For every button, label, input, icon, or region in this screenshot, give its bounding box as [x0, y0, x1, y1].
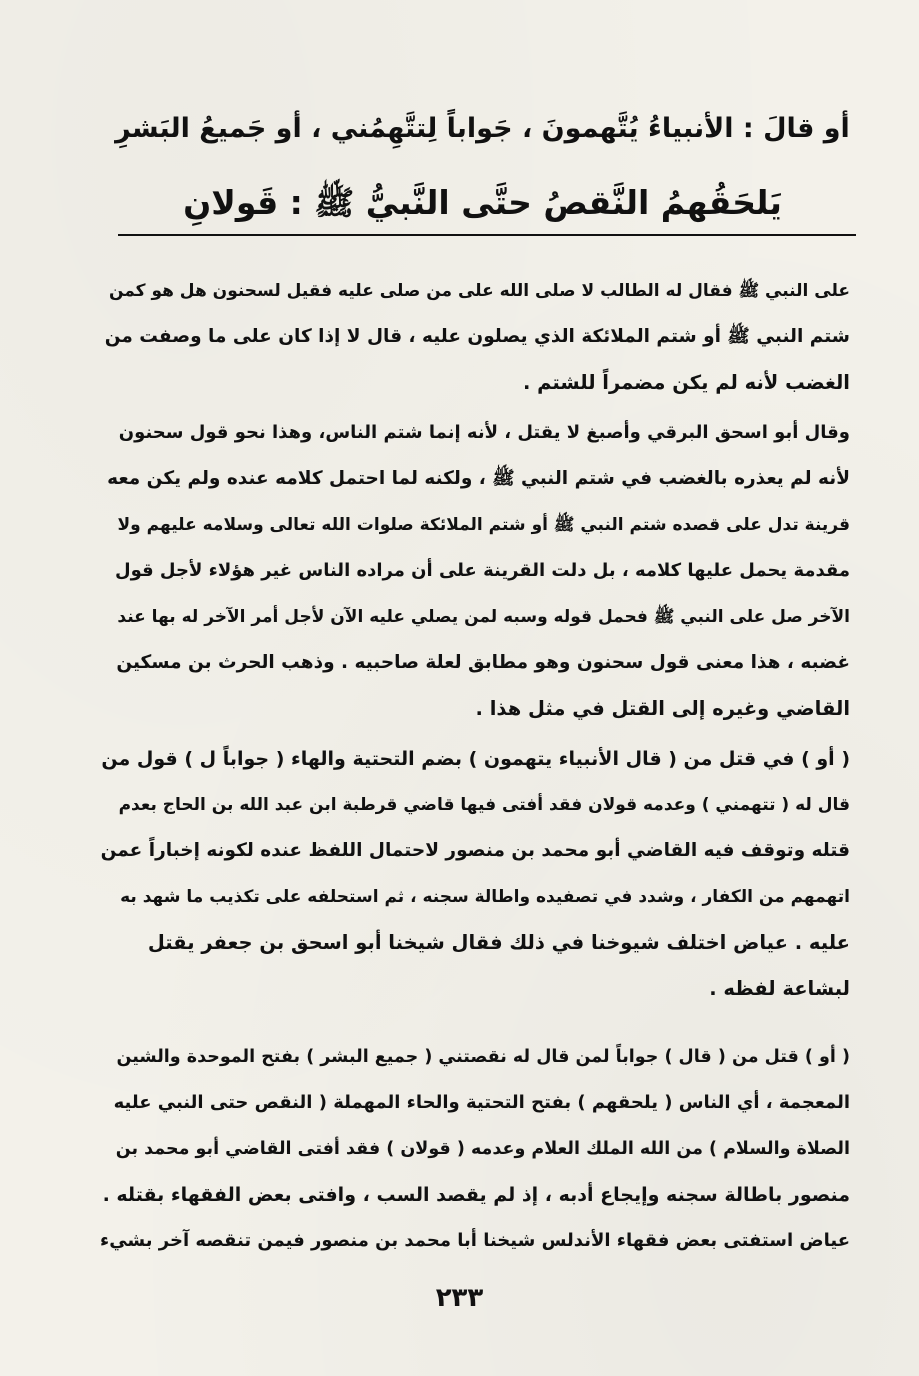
- paragraph-1: [100, 268, 850, 406]
- text-line: على النبي ﷺ فقال له الطالب لا صلى الله على من صلى عليه فقيل لسحنون هل هو كمن: [108, 281, 850, 301]
- text-line: قتله وتوقف فيه القاضي أبو محمد بن منصور لاحتمال اللفظ عنده لكونه إخباراً عمن: [100, 840, 850, 861]
- matn-heading-line-2: يَلحَقُهمُ النَّقصُ حتَّى النَّبيُّ ﷺ : قَولانِ: [183, 183, 782, 222]
- text-line: قال له ( تتهمني ) وعدمه قولان فقد أفتى فيها قاضي قرطبة ابن عبد الله بن الحاج بعدم: [118, 795, 850, 815]
- text-line: منصور باطالة سجنه وإيجاع أدبه ، إذ لم يقصد السب ، وافتى بعض الفقهاء بقتله .: [102, 1184, 850, 1206]
- text-line: القاضي وغيره إلى القتل في مثل هذا .: [475, 697, 850, 720]
- heading-divider: [118, 234, 856, 236]
- text-line: غضبه ، هذا معنى قول سحنون وهو مطابق لعلة صاحبيه . وذهب الحرث بن مسكين: [116, 652, 850, 673]
- text-line: الآخر صل على النبي ﷺ فحمل قوله وسبه لمن يصلي عليه الآن لأجل أمر الآخر له بها عند: [117, 607, 850, 627]
- text-line: لأنه لم يعذره بالغضب في شتم النبي ﷺ ، ولكنه لما احتمل كلامه عنده ولم يكن معه: [107, 468, 850, 489]
- text-line: ( أو ) قتل من ( قال ) جواباً لمن قال له نقصتني ( جميع البشر ) بفتح الموحدة والشين: [116, 1047, 850, 1067]
- matn-heading-line-1: أو قالَ : الأنبياءُ يُتَّهمونَ ، جَواباً لِتتَّهِمُني ، أو جَميعُ البَشرِ: [115, 113, 850, 144]
- text-line: شتم النبي ﷺ أو شتم الملائكة الذي يصلون عليه ، قال لا إذا كان على ما وصفت من: [104, 326, 850, 347]
- text-line: عياض استفتى بعض فقهاء الأندلس شيخنا أبا محمد بن منصور فيمن تنقصه آخر بشيء: [100, 1230, 850, 1251]
- text-line: الصلاة والسلام ) من الله الملك العلام وعدمه ( قولان ) فقد أفتى القاضي أبو محمد بن: [115, 1139, 850, 1159]
- text-line: المعجمة ، أي الناس ( يلحقهم ) بفتح التحتية والحاء المهملة ( النقص حتى النبي عليه: [113, 1092, 850, 1113]
- paragraph-2: [100, 410, 850, 732]
- text-line: ( أو ) في قتل من ( قال الأنبياء يتهمون ) بضم التحتية والهاء ( جواباً ل ) قول من: [101, 748, 850, 770]
- text-line: مقدمة يحمل عليها كلامه ، بل دلت القرينة على أن مراده الناس غير هؤلاء لأجل قول: [114, 560, 850, 581]
- text-line: عليه . عياض اختلف شيوخنا في ذلك فقال شيخنا أبو اسحق بن جعفر يقتل: [147, 931, 850, 954]
- text-line: وقال أبو اسحق البرقي وأصبغ لا يقتل ، لأنه إنما شتم الناس، وهذا نحو قول سحنون: [118, 422, 850, 443]
- text-line: قرينة تدل على قصده شتم النبي ﷺ أو شتم الملائكة صلوات الله تعالى وسلامه عليهم ولا: [117, 515, 850, 535]
- commentary-text: [100, 268, 850, 1264]
- paragraph-3: [100, 736, 850, 1012]
- paragraph-4: [100, 1034, 850, 1264]
- text-line: اتهمهم من الكفار ، وشدد في تصفيده واطالة سجنه ، ثم استحلفه على تكذيب ما شهد به: [120, 887, 850, 907]
- text-line: الغضب لأنه لم يكن مضمراً للشتم .: [522, 371, 850, 394]
- page-number: ٢٣٣: [435, 1283, 484, 1313]
- text-line: لبشاعة لفظه .: [709, 977, 850, 1000]
- matn-heading: [110, 92, 855, 240]
